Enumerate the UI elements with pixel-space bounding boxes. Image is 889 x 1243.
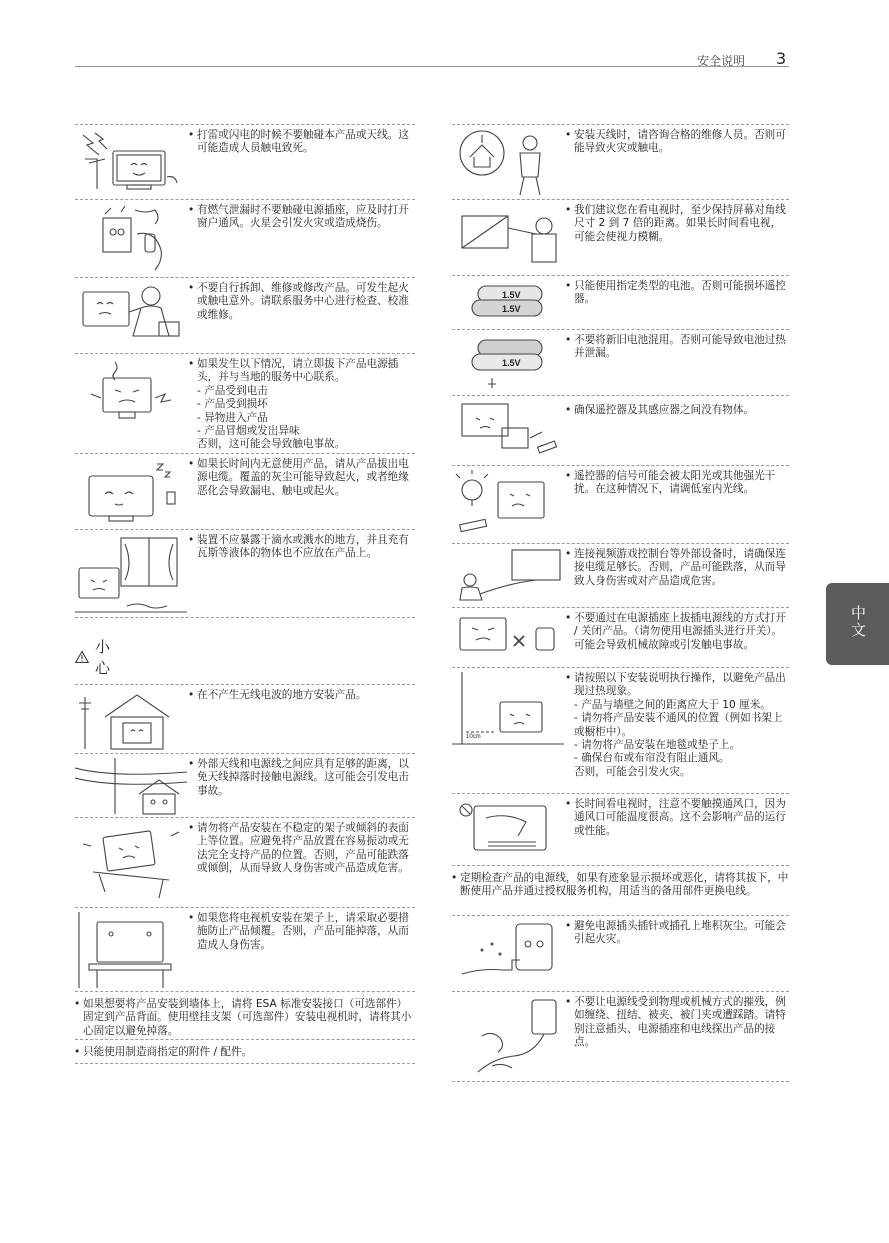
list-item: • 不要让电源线受到物理或机械方式的摧残，例如缠绕、扭结、被夹、被门夹或遭踩踏。请特别注意插头、电源插座和电线探出产品的接点。 [452,992,789,1082]
item-text: 确保遥控器及其感应器之间没有物体。 [574,404,755,416]
svg-text:1.5V: 1.5V [502,304,521,314]
item-text: 有燃气泄漏时不要触碰电源插座，应及时打开窗户通风。火星会引发火灾或造成烧伤。 [197,204,409,230]
game-console-illustration [452,548,564,608]
viewing-distance-illustration [452,204,564,272]
page-number: 3 [776,49,787,68]
sleeping-tv-illustration [75,458,187,526]
item-text: 不要自行拆卸、维修或修改产品。可发生起火或触电意外。请联系服务中心进行检查、校准或维修。 [197,282,409,321]
section-title: 安全说明 [697,54,746,68]
list-item: 1.5V • 不要将新旧电池混用。否则可能导致电池过热并泄漏。 [452,330,789,396]
damaged-cord-illustration [452,996,564,1078]
antenna-installer-illustration [452,129,564,199]
tv-lightning-illustration [75,129,187,197]
list-item: • 长时间看电视时，注意不要触摸通风口，因为通风口可能温度很高。这不会影响产品的运行或性能。 [452,794,789,866]
list-item: • 如果长时间内无意使用产品，请从产品拔出电源电缆。覆盖的灰尘可能导致起火，或者绝缘恶化会导致漏电、触电或起火。 [75,454,415,530]
warning-triangle-icon [75,648,89,666]
sunlight-remote-illustration [452,470,564,540]
list-item: • 定期检查产品的电源线，如果有迹象显示损坏或恶化，请将其拔下，中断使用产品并通过授权服务机构，用适当的备用部件更换电线。 [452,866,789,916]
item-text: 安装天线时，请咨询合格的维修人员。否则可能导致火灾或触电。 [574,129,786,155]
svg-text:1.5V: 1.5V [502,290,521,300]
list-item: • 如果发生以下情况，请立即拔下产品电源插头，并与当地的服务中心联系。 - 产品受到电击 - 产品受到损坏 - 异物进入产品 - 产品冒烟或发出异味 否则，这可能会导致触电事故。 [75,354,415,454]
language-tab[interactable] [826,583,889,665]
remote-obstacle-illustration [452,400,564,464]
language-tab-label: 中文 [849,605,867,639]
item-text: 请按照以下安装说明执行操作，以避免产品出现过热现象。 - 产品与墙壁之间的距离应大于 10 厘米。 - 请勿将产品安装不通风的位置（例如书架上或橱柜中）。 - 请勿将产品安装在地毯或垫子上。 - 确保台布或布帘没有阻止通风。 否则，可能会引发火灾。 [574,672,786,778]
list-item: • 请勿将产品安装在不稳定的架子或倾斜的表面上等位置。应避免将产品放置在容易振动或无法完全支持产品的位置。否则，产品可能跌落或倾倒，从而导致人身伤害或产品造成危害。 [75,818,415,908]
svg-text:10cm: 10cm [466,734,481,740]
mixed-batteries-illustration [452,334,564,394]
list-item: • 确保遥控器及其感应器之间没有物体。 [452,396,789,466]
caution-heading [75,638,116,677]
hot-vent-illustration [452,798,564,864]
batteries-illustration [452,280,564,328]
item-text: 遥控器的信号可能会被太阳光或其他强光干扰。在这种情况下，请调低室内光线。 [574,470,776,496]
list-item: • 不要通过在电源插座上拔插电源线的方式打开 / 关闭产品。（请勿使用电源插头进行开关）。可能会导致机械故障或引发触电事故。 [452,608,789,668]
item-text: 我们建议您在看电视时，至少保持屏幕对角线尺寸 2 到 7 倍的距离。如果长时间看电视，可能会使视力模糊。 [574,204,786,243]
item-text: 外部天线和电源线之间应具有足够的距离，以免天线掉落时接触电源线。这可能会引发电击事故。 [197,758,409,797]
item-text: 长时间看电视时，注意不要触摸通风口，因为通风口可能温度很高。这不会影响产品的运行或性能。 [574,798,786,837]
antenna-powerline-illustration [75,758,187,816]
item-text: 不要让电源线受到物理或机械方式的摧残，例如缠绕、扭结、被夹、被门夹或遭踩踏。请特别注意插头、电源插座和电线探出产品的接点。 [574,996,786,1049]
item-text: 避免电源插头插针或插孔上堆积灰尘。可能会引起火灾。 [574,920,786,946]
house-antenna-illustration [75,689,187,751]
list-item: • 在不产生无线电波的地方安装产品。 [75,684,415,754]
list-item: 10cm • 请按照以下安装说明执行操作，以避免产品出现过热现象。 - 产品与墙壁之间的距离应大于 10 厘米。 - 请勿将产品安装不通风的位置（例如书架上或橱柜中）。 - 请勿将产品安装在地毯或垫子上。 - 确保台布或布帘没有阻止通风。 否则，可能会引发火灾。 [452,668,789,794]
item-text: 只能使用指定类型的电池。否则可能损坏遥控器。 [574,280,786,306]
item-text: 在不产生无线电波的地方安装产品。 [197,689,367,701]
header-rule [75,66,789,67]
list-item: • 外部天线和电源线之间应具有足够的距离，以免天线掉落时接触电源线。这可能会引发电击事故。 [75,754,415,818]
item-text: 定期检查产品的电源线，如果有迹象显示损坏或恶化，请将其拔下，中断使用产品并通过授权服务机构，用适当的备用部件更换电线。 [460,872,789,898]
item-text: 如果发生以下情况，请立即拔下产品电源插头，并与当地的服务中心联系。 - 产品受到电击 - 产品受到损坏 - 异物进入产品 - 产品冒烟或发出异味 否则，这可能会导致触电事故。 [197,358,399,451]
item-text: 装置不应暴露于滴水或溅水的地方，并且充有瓦斯等液体的物体也不应放在产品上。 [197,534,409,560]
list-item: • 连接视频游戏控制台等外部设备时，请确保连接电缆足够长。否则，产品可能跌落，从而导致人身伤害或对产品造成危害。 [452,544,789,608]
list-item: 1.5V 1.5V • 只能使用指定类型的电池。否则可能损坏遥控器。 [452,276,789,330]
item-text: 打雷或闪电的时候不要触碰本产品或天线。这可能造成人员触电致死。 [197,129,409,155]
water-window-illustration [75,534,187,618]
item-text: 连接视频游戏控制台等外部设备时，请确保连接电缆足够长。否则，产品可能跌落，从而导致人身伤害或对产品造成危害。 [574,548,786,587]
ventilation-distance-illustration [452,672,564,762]
item-text: 不要将新旧电池混用。否则可能导致电池过热并泄漏。 [574,334,786,360]
item-text: 只能使用制造商指定的附件 / 配件。 [83,1046,253,1058]
smoking-tv-illustration [75,358,187,428]
list-item: • 如果您将电视机安装在架子上，请采取必要措施防止产品倾覆。否则，产品可能掉落，从而造成人身伤害。 [75,908,415,992]
list-item: • 安装天线时，请咨询合格的维修人员。否则可能导致火灾或触电。 [452,124,789,200]
svg-text:1.5V: 1.5V [502,358,521,368]
list-item: • 如果想要将产品安装到墙体上，请将 ESA 标准安装接口（可选部件）固定到产品背面。使用壁挂支架（可选部件）安装电视机时，请将其小心固定以避免掉落。 [75,992,415,1040]
list-item: • 打雷或闪电的时候不要触碰本产品或天线。这可能造成人员触电致死。 [75,124,415,200]
unplug-illustration [452,612,564,666]
tv-on-stand-illustration [75,912,187,988]
unstable-shelf-illustration [75,822,187,906]
list-item: • 装置不应暴露于滴水或溅水的地方，并且充有瓦斯等液体的物体也不应放在产品上。 [75,530,415,618]
list-item: • 遥控器的信号可能会被太阳光或其他强光干扰。在这种情况下，请调低室内光线。 [452,466,789,544]
item-text: 不要通过在电源插座上拔插电源线的方式打开 / 关闭产品。（请勿使用电源插头进行开关）。可能会导致机械故障或引发触电事故。 [574,612,786,651]
caution-title: 小心 [95,638,111,677]
repair-illustration [75,282,187,350]
item-text: 如果想要将产品安装到墙体上，请将 ESA 标准安装接口（可选部件）固定到产品背面。使用壁挂支架（可选部件）安装电视机时，请将其小心固定以避免掉落。 [83,998,412,1037]
item-text: 请勿将产品安装在不稳定的架子或倾斜的表面上等位置。应避免将产品放置在容易振动或无法完全支持产品的位置。否则，产品可能跌落或倾倒，从而导致人身伤害或产品造成危害。 [197,822,409,875]
list-item: • 有燃气泄漏时不要触碰电源插座，应及时打开窗户通风。火星会引发火灾或造成烧伤。 [75,200,415,278]
dusty-plug-illustration [452,920,564,990]
list-item: • 不要自行拆卸、维修或修改产品。可发生起火或触电意外。请联系服务中心进行检查、校准或维修。 [75,278,415,354]
gas-leak-socket-illustration [75,204,187,274]
list-item: • 我们建议您在看电视时，至少保持屏幕对角线尺寸 2 到 7 倍的距离。如果长时间看电视，可能会使视力模糊。 [452,200,789,276]
item-text: 如果长时间内无意使用产品，请从产品拔出电源电缆。覆盖的灰尘可能导致起火，或者绝缘恶化会导致漏电、触电或起火。 [197,458,409,497]
item-text: 如果您将电视机安装在架子上，请采取必要措施防止产品倾覆。否则，产品可能掉落，从而造成人身伤害。 [197,912,409,951]
list-item: • 只能使用制造商指定的附件 / 配件。 [75,1040,415,1064]
list-item: • 避免电源插头插针或插孔上堆积灰尘。可能会引起火灾。 [452,916,789,992]
